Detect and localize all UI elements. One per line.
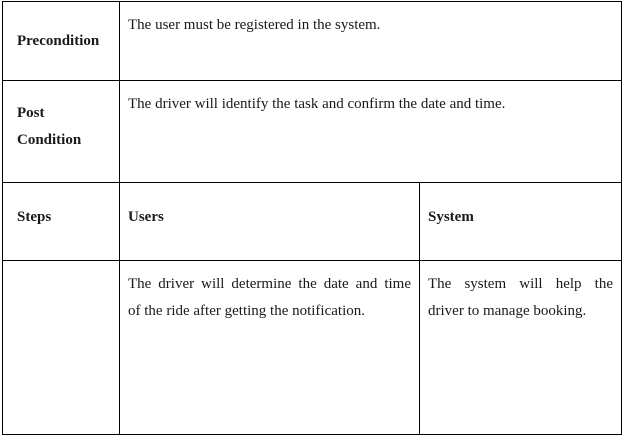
steps-empty-cell (3, 260, 120, 434)
post-condition-label-line1: Post (17, 105, 45, 122)
users-step-line1: The driver will determine the date and time (128, 275, 411, 292)
steps-label: Steps (3, 183, 120, 260)
system-header: System (420, 183, 622, 260)
precondition-row (3, 2, 622, 81)
post-condition-label-line2: Condition (17, 132, 82, 149)
post-condition-label (3, 81, 120, 183)
system-step-line2: driver to manage booking. (428, 302, 587, 319)
users-step-line2: of the ride after getting the notification. (128, 302, 365, 319)
steps-header-row (3, 183, 622, 260)
post-condition-row (3, 81, 622, 183)
precondition-label: Precondition (3, 2, 120, 81)
system-step-line1: The system will help the (428, 275, 613, 292)
system-step-text (420, 260, 622, 434)
post-condition-text: The driver will identify the task and confirm the date and time. (120, 81, 622, 183)
use-case-table (2, 1, 622, 435)
precondition-text: The user must be registered in the system. (120, 2, 622, 81)
steps-content-row (3, 260, 622, 434)
users-step-text (120, 260, 420, 434)
users-header: Users (120, 183, 420, 260)
